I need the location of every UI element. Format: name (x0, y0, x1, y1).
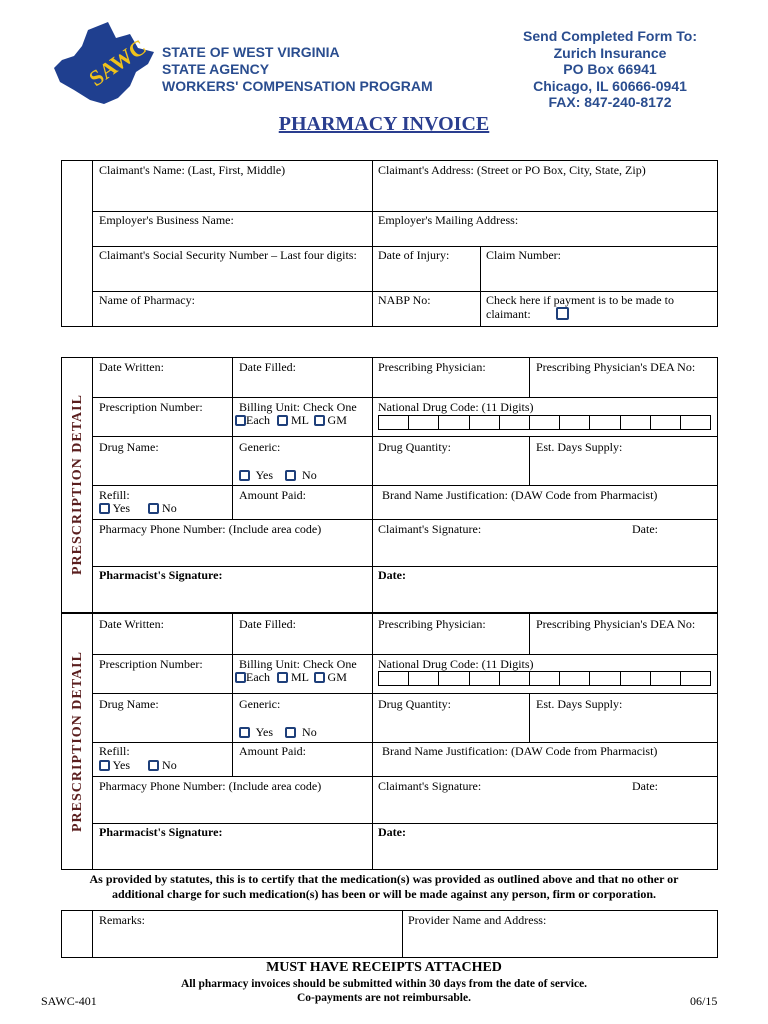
claimant-signature-2[interactable]: Claimant's Signature: (378, 779, 482, 793)
ndc-input-2[interactable] (378, 671, 711, 686)
date-written-2[interactable]: Date Written: (99, 617, 164, 631)
submission-notice: All pharmacy invoices should be submitted within 30 days from the date of service. (180, 978, 588, 990)
physician-2[interactable]: Prescribing Physician: (378, 617, 486, 631)
billing-unit-label-1: Billing Unit: Check One (239, 400, 357, 414)
generic-no-checkbox-2[interactable] (285, 727, 296, 738)
refill-label-1: Refill: (99, 488, 130, 502)
billing-unit-options-1: Each ML GM (235, 413, 347, 427)
agency-line-3: WORKERS' COMPENSATION PROGRAM (162, 78, 433, 94)
send-to-line-1: Send Completed Form To: (523, 28, 697, 44)
date-of-injury-field[interactable]: Date of Injury: (378, 248, 450, 262)
generic-label-1: Generic: (239, 440, 281, 454)
brand-justification-2[interactable]: Brand Name Justification: (DAW Code from Pharmacist) (382, 744, 658, 758)
remarks-table (61, 910, 718, 958)
generic-options-1: Yes No (239, 468, 317, 482)
claimant-name-field[interactable]: Claimant's Name: (Last, First, Middle) (99, 163, 286, 177)
date-filled-1[interactable]: Date Filled: (239, 360, 296, 374)
ndc-input-1[interactable] (378, 415, 711, 430)
pharmacist-sig-date-1[interactable]: Date: (378, 568, 406, 582)
billing-ml-checkbox-1[interactable] (277, 415, 288, 426)
agency-block (162, 44, 433, 95)
copay-notice: Co-payments are not reimbursable. (297, 992, 471, 1004)
billing-each-checkbox-2[interactable] (235, 672, 246, 683)
amount-paid-1[interactable]: Amount Paid: (239, 488, 307, 502)
brand-justification-1[interactable]: Brand Name Justification: (DAW Code from Pharmacist) (382, 488, 658, 502)
employer-name-field[interactable]: Employer's Business Name: (99, 213, 234, 227)
days-supply-2[interactable]: Est. Days Supply: (536, 697, 623, 711)
page-title: PHARMACY INVOICE (278, 113, 490, 135)
claimant-signature-1[interactable]: Claimant's Signature: (378, 522, 482, 536)
days-supply-1[interactable]: Est. Days Supply: (536, 440, 623, 454)
ssn-field[interactable]: Claimant's Social Security Number – Last four digits: (99, 248, 357, 262)
form-id: SAWC-401 (41, 994, 97, 1008)
dea-1[interactable]: Prescribing Physician's DEA No: (536, 360, 696, 374)
pharmacy-phone-2[interactable]: Pharmacy Phone Number: (Include area code) (99, 779, 322, 793)
billing-gm-checkbox-2[interactable] (314, 672, 325, 683)
date-filled-2[interactable]: Date Filled: (239, 617, 296, 631)
refill-yes-checkbox-2[interactable] (99, 760, 110, 771)
certification-line-2: additional charge for such medication(s) has been or will be made against any person, firm or corporation. (112, 887, 656, 901)
drug-quantity-1[interactable]: Drug Quantity: (378, 440, 451, 454)
claim-number-field[interactable]: Claim Number: (486, 248, 561, 262)
amount-paid-2[interactable]: Amount Paid: (239, 744, 307, 758)
refill-label-2: Refill: (99, 744, 130, 758)
rx-number-2[interactable]: Prescription Number: (99, 657, 203, 671)
date-written-1[interactable]: Date Written: (99, 360, 164, 374)
refill-no-checkbox-2[interactable] (148, 760, 159, 771)
claimant-sig-date-2[interactable]: Date: (632, 779, 658, 793)
drug-quantity-2[interactable]: Drug Quantity: (378, 697, 451, 711)
form-revision: 06/15 (690, 994, 718, 1008)
claimant-sig-date-1[interactable]: Date: (632, 522, 658, 536)
send-to-block (505, 28, 715, 111)
send-to-line-5: FAX: 847-240-8172 (548, 94, 672, 110)
generic-yes-checkbox-2[interactable] (239, 727, 250, 738)
pay-claimant-label: Check here if payment is to be made to claimant: (486, 293, 674, 321)
send-to-line-4: Chicago, IL 60666-0941 (533, 77, 687, 94)
pharmacist-signature-1[interactable]: Pharmacist's Signature: (99, 568, 223, 582)
remarks-field[interactable]: Remarks: (99, 913, 145, 927)
ndc-label-2: National Drug Code: (11 Digits) (378, 657, 534, 671)
refill-no-checkbox-1[interactable] (148, 503, 159, 514)
drug-name-1[interactable]: Drug Name: (99, 440, 159, 454)
provider-field[interactable]: Provider Name and Address: (408, 913, 547, 927)
send-to-line-3: PO Box 66941 (563, 61, 657, 77)
employer-address-field[interactable]: Employer's Mailing Address: (378, 213, 519, 227)
billing-gm-checkbox-1[interactable] (314, 415, 325, 426)
certification-text (0, 872, 768, 902)
agency-line-1: STATE OF WEST VIRGINIA (162, 44, 340, 60)
physician-1[interactable]: Prescribing Physician: (378, 360, 486, 374)
dea-2[interactable]: Prescribing Physician's DEA No: (536, 617, 696, 631)
refill-options-2: Yes No (99, 758, 177, 772)
pay-claimant-checkbox[interactable] (556, 307, 569, 320)
refill-yes-checkbox-1[interactable] (99, 503, 110, 514)
agency-line-2: STATE AGENCY (162, 61, 270, 77)
rx-number-1[interactable]: Prescription Number: (99, 400, 203, 414)
pharmacist-signature-2[interactable]: Pharmacist's Signature: (99, 825, 223, 839)
billing-unit-options-2: Each ML GM (235, 670, 347, 684)
generic-label-2: Generic: (239, 697, 281, 711)
billing-ml-checkbox-2[interactable] (277, 672, 288, 683)
pharmacist-sig-date-2[interactable]: Date: (378, 825, 406, 839)
claimant-address-field[interactable]: Claimant's Address: (Street or PO Box, City, State, Zip) (378, 163, 646, 177)
send-to-line-2: Zurich Insurance (553, 44, 667, 61)
generic-options-2: Yes No (239, 725, 317, 739)
logo-text: SAWC (84, 34, 151, 92)
generic-yes-checkbox-1[interactable] (239, 470, 250, 481)
pharmacy-phone-1[interactable]: Pharmacy Phone Number: (Include area code) (99, 522, 322, 536)
billing-each-checkbox-1[interactable] (235, 415, 246, 426)
drug-name-2[interactable]: Drug Name: (99, 697, 159, 711)
sawc-logo (50, 20, 160, 108)
rx-side-label-2: PRESCRIPTION DETAIL (70, 651, 85, 832)
certification-line-1: As provided by statutes, this is to certify that the medication(s) was provided as outlined above and that no other or (89, 872, 679, 886)
rx-side-label-1: PRESCRIPTION DETAIL (70, 394, 85, 575)
nabp-field[interactable]: NABP No: (378, 293, 431, 307)
generic-no-checkbox-1[interactable] (285, 470, 296, 481)
refill-options-1: Yes No (99, 501, 177, 515)
pharmacy-name-field[interactable]: Name of Pharmacy: (99, 293, 195, 307)
receipts-notice: MUST HAVE RECEIPTS ATTACHED (266, 960, 502, 975)
billing-unit-label-2: Billing Unit: Check One (239, 657, 357, 671)
ndc-label-1: National Drug Code: (11 Digits) (378, 400, 534, 414)
